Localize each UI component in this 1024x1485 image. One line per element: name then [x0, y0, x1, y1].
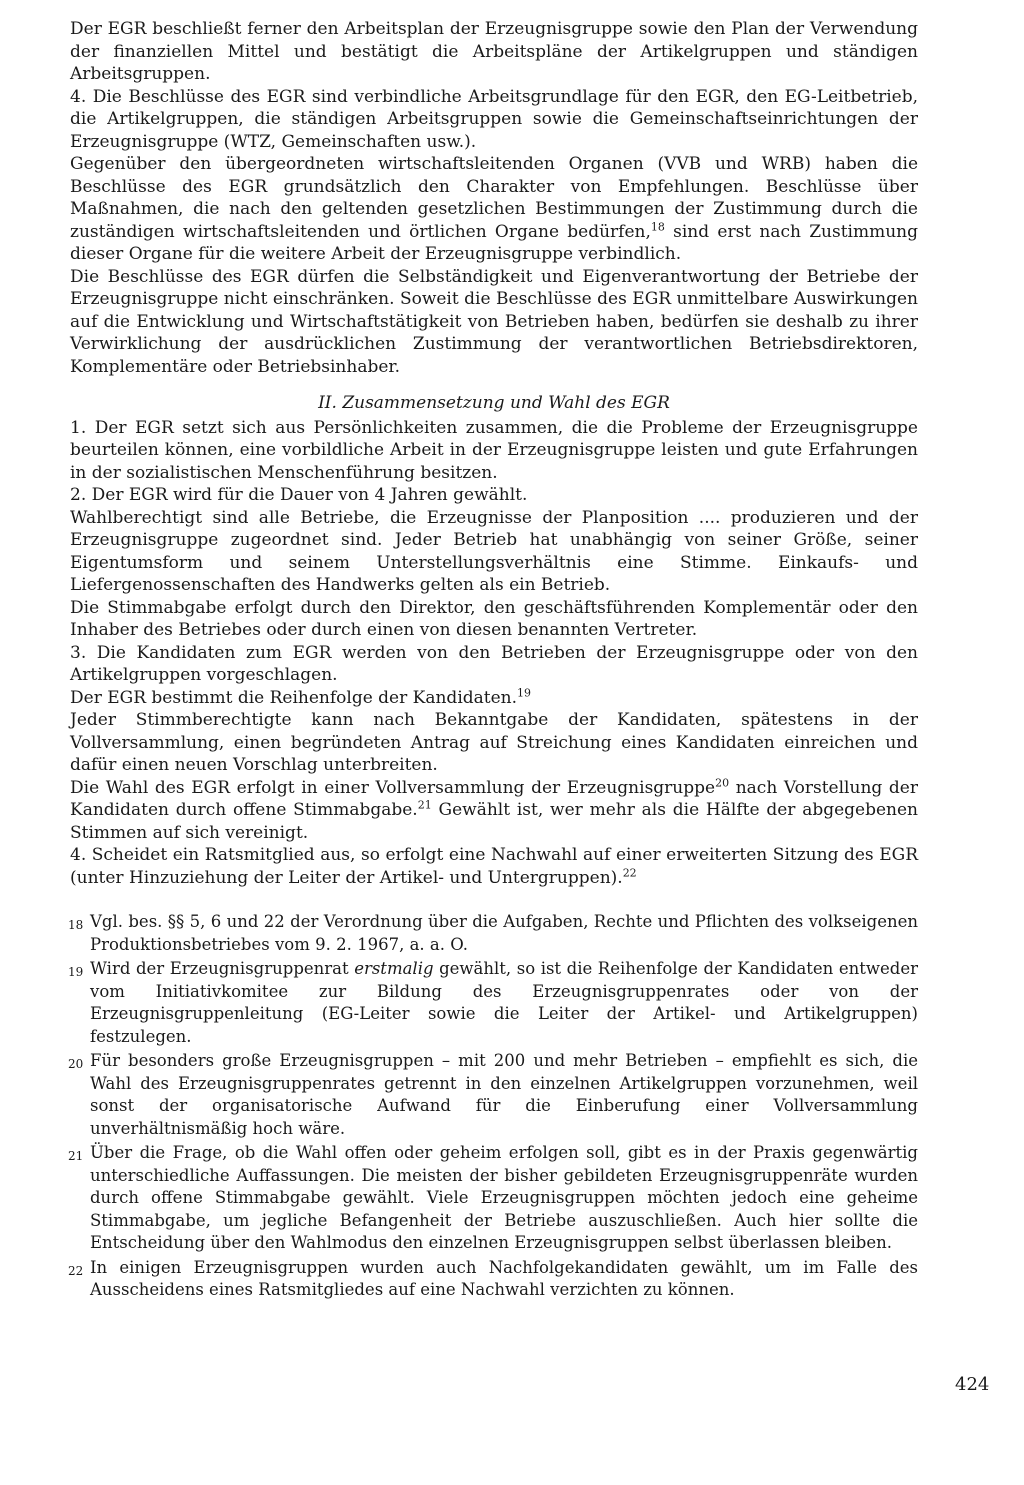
footnote-22 [70, 1257, 918, 1302]
footnote-text-a: Wird der Erzeugnisgruppenrat [90, 959, 355, 978]
paragraph-higher-organs-tail: sind erst nach Zustimmung dieser Organe für die weitere Arbeit der Erzeugnisgruppe verbindlich. [70, 221, 918, 264]
footnote-text: Für besonders große Erzeugnisgruppen – mit 200 und mehr Betrieben – empfiehlt es sich, die Wahl des Erzeugnisgruppenrates getrennt in den einzelnen Artikelgruppen vorzunehmen, weil sonst der organisatorische Aufwand für die Einberufung einer Vollversammlung unverhältnismäßig hoch wäre. [90, 1051, 918, 1138]
footnote-number: 18 [68, 918, 84, 932]
footnotes [70, 911, 918, 1302]
footnote-number: 19 [68, 965, 84, 979]
paragraph-election-c: Gewählt ist, wer mehr als die Hälfte der abgegebenen Stimmen auf sich vereinigt. [70, 800, 918, 843]
paragraph-independence: Die Beschlüsse des EGR dürfen die Selbständigkeit und Eigenverantwortung der Betriebe der Erzeugnisgruppe nicht einschränken. Soweit die Beschlüsse des EGR unmittelbare Auswirkungen auf die Entwicklung und Wirtschaftstätigkeit von Betrieben haben, bedürfen sie deshalb zu ihrer Verwirklichung der ausdrücklichen Zustimmung der verantwortlichen Betriebsdirektoren, Komplementäre oder Betriebsinhaber. [70, 266, 918, 377]
footnote-ref-21: 21 [417, 798, 432, 812]
paragraph-by-election-text: 4. Scheidet ein Ratsmitglied aus, so erfolgt eine Nachwahl auf einer erweiterten Sitzung des EGR (unter Hinzuziehung der Leiter der Artikel- und Untergruppen). [70, 845, 918, 888]
paragraph-term: 2. Der EGR wird für die Dauer von 4 Jahren gewählt. [70, 485, 528, 505]
paragraph-election-b: nach Vorstellung der Kandidaten durch offene Stimmabgabe. [70, 777, 918, 820]
footnote-ref-20: 20 [715, 775, 730, 789]
paragraph-eligibility: Wahlberechtigt sind alle Betriebe, die Erzeugnisse der Planposition .... produzieren und der Erzeugnisgruppe zugeordnet sind. Jeder Betrieb hat unabhängig von seiner Größe, seiner Eigentumsform und seinem Unterstellungsverhältnis eine Stimme. Einkaufs- und Liefergenossenschaften des Handwerks gelten als ein Betrieb. [70, 507, 918, 595]
footnote-20 [70, 1050, 918, 1140]
footnote-ref-19: 19 [517, 685, 532, 699]
footnote-text-b: gewählt, so ist die Reihenfolge der Kandidaten entweder vom Initiativkomitee zur Bildung des Erzeugnisgruppenrates oder von der Erzeugnisgruppenleitung (EG-Leiter sowie die Leiter der Artikel- und Artikelgruppen) festzulegen. [90, 959, 918, 1046]
footnote-ref-22: 22 [622, 865, 637, 879]
footnote-text: Über die Frage, ob die Wahl offen oder geheim erfolgen soll, gibt es in der Praxis gegenwärtig unterschiedliche Auffassungen. Die meisten der bisher gebildeten Erzeugnisgruppenräte wurden durch offene Stimmabgabe gewählt. Viele Erzeugnisgruppen möchten jedoch eine geheime Stimmabgabe, um jegliche Befangenheit der Betriebe auszuschließen. Auch hier sollte die Entscheidung über den Wahlmodus den einzelnen Erzeugnisgruppen selbst überlassen bleiben. [90, 1143, 918, 1252]
paragraph-order [70, 687, 918, 710]
footnote-18 [70, 911, 918, 956]
paragraph-candidates: 3. Die Kandidaten zum EGR werden von den Betrieben der Erzeugnisgruppe oder von den Artikelgruppen vorgeschlagen. [70, 642, 918, 685]
page-number: 424 [955, 1374, 990, 1395]
footnote-number: 20 [68, 1057, 84, 1071]
paragraph-higher-organs-text: Gegenüber den übergeordneten wirtschaftsleitenden Organen (VVB und WRB) haben die Beschlüsse des EGR grundsätzlich den Charakter von Empfehlungen. Beschlüsse über Maßnahmen, die nach den geltenden gesetzlichen Bestimmungen der Zustimmung durch die zuständigen wirtschaftsleitenden und örtlichen Organe bedürfen, [70, 154, 918, 242]
footnote-number: 22 [68, 1263, 84, 1278]
footnote-number: 21 [68, 1149, 84, 1163]
section-heading: II. Zusammensetzung und Wahl des EGR [318, 393, 670, 413]
footnote-text: Vgl. bes. §§ 5, 6 und 22 der Verordnung über die Aufgaben, Rechte und Pflichten des volkseigenen Produktionsbetriebes vom 9. 2. 1967, a. a. O. [90, 912, 918, 954]
footnote-21 [70, 1142, 918, 1255]
paragraph-vote-casting: Die Stimmabgabe erfolgt durch den Direktor, den geschäftsführenden Komplementär oder den Inhaber des Betriebes oder durch einen von diesen benannten Vertreter. [70, 597, 918, 640]
paragraph-election [70, 777, 918, 845]
footnote-text: In einigen Erzeugnisgruppen wurden auch Nachfolgekandidaten gewählt, um im Falle des Ausscheidens eines Ratsmitgliedes auf eine Nachwahl verzichten zu können. [90, 1257, 918, 1299]
paragraph-by-election [70, 844, 918, 889]
paragraph-strike-motion: Jeder Stimmberechtigte kann nach Bekanntgabe der Kandidaten, spätestens in der Vollversammlung, einen begründeten Antrag auf Streichung eines Kandidaten einreichen und dafür einen neuen Vorschlag unterbreiten. [70, 710, 918, 775]
footnote-19 [70, 958, 918, 1048]
document-page [70, 18, 918, 1304]
paragraph-election-a: Die Wahl des EGR erfolgt in einer Vollversammlung der Erzeugnisgruppe [70, 777, 716, 798]
paragraph-order-text: Der EGR bestimmt die Reihenfolge der Kandidaten. [70, 687, 518, 708]
paragraph-composition: 1. Der EGR setzt sich aus Persönlichkeiten zusammen, die die Probleme der Erzeugnisgruppe beurteilen können, eine vorbildliche Arbeit in der Erzeugnisgruppe leisten und gute Erfahrungen in der sozialistischen Menschenführung besitzen. [70, 417, 918, 483]
footnote-ref-18: 18 [650, 219, 665, 233]
paragraph-work-plan: Der EGR beschließt ferner den Arbeitsplan der Erzeugnisgruppe sowie den Plan der Verwendung der finanziellen Mittel und bestätigt die Arbeitspläne der Artikelgruppen und ständigen Arbeitsgruppen. [70, 19, 918, 84]
paragraph-higher-organs [70, 153, 918, 266]
footnote-text-emphasis: erstmalig [354, 959, 434, 978]
paragraph-resolutions-binding: 4. Die Beschlüsse des EGR sind verbindliche Arbeitsgrundlage für den EGR, den EG-Leitbetrieb, die Artikelgruppen, die ständigen Arbeitsgruppen sowie die Gemeinschaftseinrichtungen der Erzeugnisgruppe (WTZ, Gemeinschaften usw.). [70, 86, 918, 152]
